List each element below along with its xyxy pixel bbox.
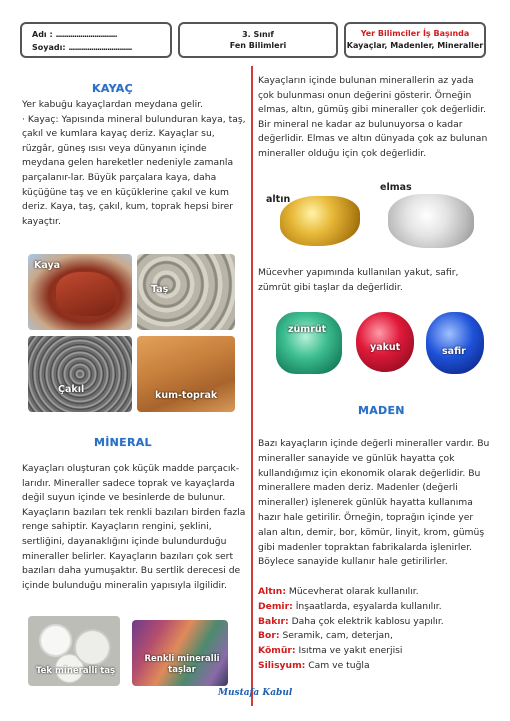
mineral-text: Kayaçları oluşturan çok küçük madde parçacık-larıdır. Mineraller sadece toprak ve kayaçlarda değil suyun içinde ve besinlerde de bulunur. Kayaçların bazıları tek renkli bazıları birden fazla renge sahiptir. Kayaçların rengini, şeklini, sertliğini, dayanaklığını içinde bulundurduğu mineraller belirler. Kayaçların bazıları çok sert bazıları daha yumuşaktır. Bu sertlik derecesi de içinde bulunduğu mineralin yapısıyla ilgilidir. bbox=[22, 463, 246, 591]
tas-photo bbox=[137, 254, 235, 330]
value-text: Kayaçların içinde bulunan minerallerin az yada çok bulunması onun değerini gösterir. Örneğin elmas, altın, gümüş gibi mineraller çok değerlidir. Bir mineral ne kadar az bulunuyorsa o kadar değerlidir. Elmas ve altın dünyada çok az bulunan mineraller olduğu için çok değerlidir. bbox=[258, 75, 488, 159]
renkli-mineralli-caption: Renkli mineralli taşlar bbox=[144, 654, 220, 675]
elmas-photo bbox=[376, 180, 482, 250]
column-divider bbox=[251, 66, 253, 706]
altin-photo bbox=[262, 186, 368, 250]
maden-text: Bazı kayaçların içinde değerli mineraller vardır. Bu mineraller sanayide ve günlük hayatta çok kullandığımız için ekonomik olarak değerlidir. Bu minerallere maden deriz. Madenler (değerli mineraller) işlenerek günlük hayatta kullanıma hazır hale getirilir. Örneğin, toprağın içinde yer alan altın, demir, bor, kömür, linyit, krom, gümüş gibi madenler topraktan fabrikalarda işlenirler. Böylece sanayide kullanır hale getirilirler. bbox=[258, 438, 490, 568]
kaya-caption: Kaya bbox=[34, 260, 61, 271]
unit-subtitle: Kayaçlar, Madenler, Mineraller bbox=[346, 41, 484, 50]
tas-caption: Taş bbox=[151, 284, 169, 295]
zumrut-photo bbox=[270, 306, 346, 378]
jewel-text: Mücevher yapımında kullanılan yakut, safir, zümrüt gibi taşlar da değerlidir. bbox=[258, 267, 459, 293]
safir-caption: safir bbox=[442, 346, 466, 357]
list-item: Altın: Mücevherat olarak kullanılır. bbox=[258, 586, 419, 597]
altin-caption: altın bbox=[266, 194, 291, 205]
list-item: Demir: İnşaatlarda, eşyalarda kullanılır. bbox=[258, 600, 442, 612]
cakil-caption: Çakıl bbox=[58, 384, 85, 395]
subject-label: Fen Bilimleri bbox=[229, 41, 287, 50]
mineral-title: MİNERAL bbox=[94, 436, 152, 449]
zumrut-caption: zümrüt bbox=[288, 324, 327, 335]
maden-uses-list bbox=[258, 585, 494, 674]
class-box bbox=[178, 22, 338, 58]
maden-title: MADEN bbox=[358, 404, 405, 417]
soyad-label: Soyadı: ............................... bbox=[32, 43, 132, 52]
unit-title: Yer Bilimciler İş Başında bbox=[360, 29, 470, 38]
unit-box bbox=[344, 22, 486, 58]
cakil-photo bbox=[28, 336, 132, 412]
yakut-caption: yakut bbox=[370, 342, 401, 353]
kayac-text: Yer kabuğu kayaçlardan meydana gelir. · Kayaç: Yapısında mineral bulunduran kaya, taş, çakıl ve kumlara kayaç deriz. Kayaçlar su, rüzgâr, güneş ısısı veya dünyanın içinde meydana gelen hareketler nedeniyle zamanla parçalanır-lar. Büyük parçalara kaya, daha küçüğüne taş ve en küçüklerine çakıl ve kum deriz. Kaya, taş, çakıl, kum, toprak hepsi birer kayaçtır. bbox=[22, 99, 246, 227]
elmas-caption: elmas bbox=[380, 182, 412, 193]
kum-photo bbox=[137, 336, 235, 412]
safir-photo bbox=[422, 306, 488, 378]
author-signature: Mustafa Kabul bbox=[218, 688, 293, 698]
list-item: Kömür: Isıtma ve yakıt enerjisi bbox=[258, 645, 403, 657]
grade-label: 3. Sınıf bbox=[242, 30, 274, 39]
list-item: Bakır: Daha çok elektrik kablosu yapılır. bbox=[258, 615, 444, 627]
yakut-photo bbox=[352, 306, 418, 378]
list-item: Silisyum: Cam ve tuğla bbox=[258, 659, 370, 671]
kum-caption: kum-toprak bbox=[155, 390, 218, 401]
kaya-photo bbox=[28, 254, 132, 330]
tek-mineralli-caption: Tek mineralli taş bbox=[36, 666, 116, 676]
list-item: Bor: Seramik, cam, deterjan, bbox=[258, 630, 393, 642]
ad-label: Adı : .............................. bbox=[32, 30, 117, 39]
tek-mineralli-photo bbox=[28, 616, 120, 686]
renkli-mineralli-photo bbox=[132, 620, 228, 686]
kayac-title: KAYAÇ bbox=[92, 82, 133, 95]
